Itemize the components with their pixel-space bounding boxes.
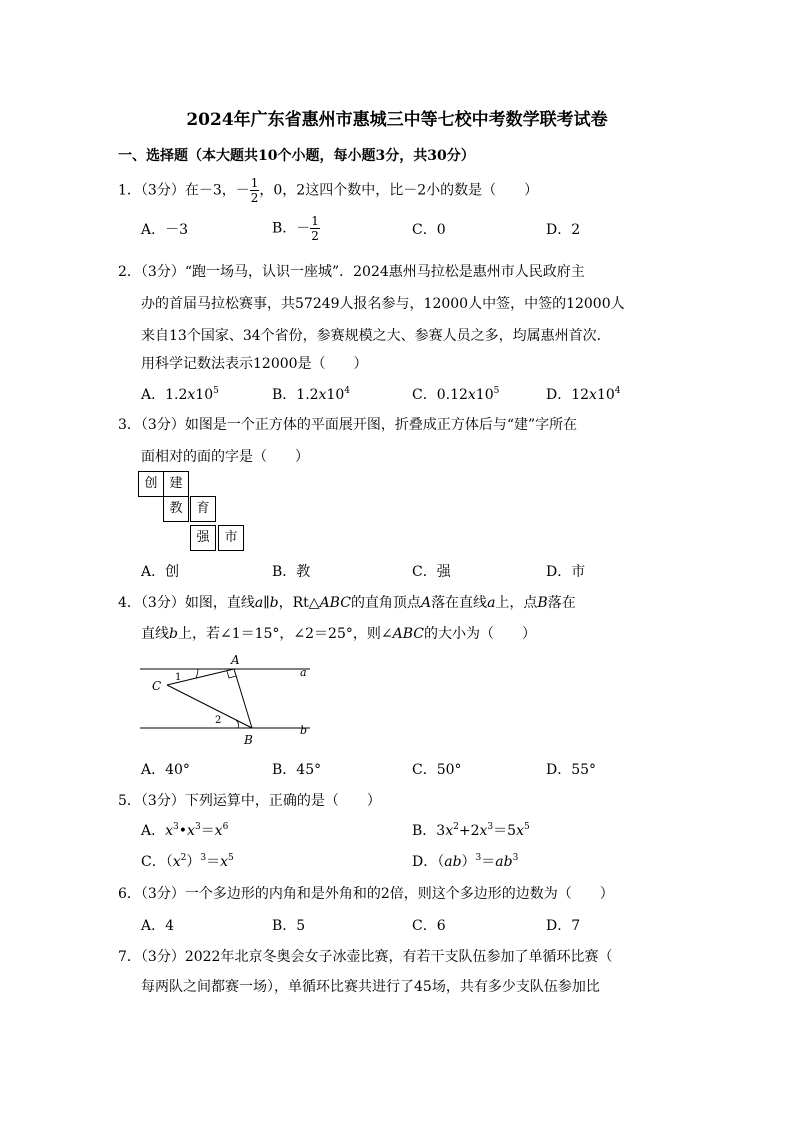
- q3-option-b: B．教: [272, 564, 311, 580]
- q5-option-d: D．$(ab)^3=ab^3$: [412, 853, 519, 870]
- q1-option-c: C．0: [412, 222, 446, 238]
- q2-option-a: A．$1.2x10^5$: [141, 386, 219, 403]
- question-3-line-1: 3．（3分）如图是一个正方体的平面展开图，折叠成正方体后与“建”字所在: [118, 417, 578, 433]
- question-2-line-1: 2．（3分）“跑一场马，认识一座城”．2024惠州马拉松是惠州市人民政府主: [118, 264, 585, 280]
- fraction-half: $\frac{1}{2}$: [250, 176, 259, 205]
- q6-option-a: A．4: [141, 918, 175, 934]
- q6-option-b: B．5: [272, 918, 306, 934]
- question-1-stem: 1．（3分）在－3，－ $\frac{1}{2}$ ，0，2这四个数中，比－2小的数是（ ）: [118, 176, 539, 205]
- q6-option-c: C．6: [412, 918, 446, 934]
- q4-option-c: C．50°: [412, 762, 462, 778]
- angle-1-arc: [196, 669, 198, 678]
- q1-option-d: D．2: [546, 222, 581, 238]
- q5-option-c: C．$(x^2)^3=x^5$: [141, 853, 234, 870]
- section-heading: 一、选择题（本大题共10个小题，每小题3分，共30分）: [118, 148, 475, 164]
- q2-option-d: D．$12x10^4$: [546, 386, 621, 403]
- question-7-line-2: 每两队之间都赛一场），单循环比赛共进行了45场，共有多少支队伍参加比: [141, 979, 600, 995]
- question-2-line-3: 来自13个国家、34个省份，参赛规模之大、参赛人员之多，均属惠州首次.: [141, 328, 602, 344]
- q5-option-b: B．$3x^2+2x^3=5x^5$: [412, 822, 530, 839]
- net-cell-2: 建: [163, 471, 189, 497]
- q4-option-b: B．45°: [272, 762, 322, 778]
- net-cell-3: 教: [163, 496, 189, 522]
- question-6-stem: 6．（3分）一个多边形的内角和是外角和的2倍，则这个多边形的边数为（ ）: [118, 886, 614, 902]
- question-2-line-4: 用科学记数法表示12000是（ ）: [141, 356, 368, 372]
- q1-option-b: B．－ $\frac{1}{2}$: [272, 214, 319, 243]
- question-4-line-1: 4．（3分）如图，直线a∥b，Rt△ABC的直角顶点A落在直线a上，点B落在: [118, 595, 576, 611]
- q3-option-c: C．强: [412, 564, 451, 580]
- segment-ab: [234, 669, 252, 728]
- question-3-line-2: 面相对的面的字是（ ）: [141, 449, 309, 465]
- question-2-line-2: 办的首届马拉松赛事，共57249人报名参与，12000人中签，中签的12000人: [141, 296, 625, 312]
- net-cell-1: 创: [138, 471, 164, 497]
- net-cell-5: 强: [190, 525, 216, 551]
- q2-option-c: C．$0.12x10^5$: [412, 386, 500, 403]
- q4-option-a: A．40°: [141, 762, 190, 778]
- q2-option-b: B．$1.2x10^4$: [272, 386, 351, 403]
- q3-option-a: A．创: [141, 564, 180, 580]
- parallel-lines-triangle-figure: [130, 650, 330, 750]
- q4-option-d: D．55°: [546, 762, 597, 778]
- label-angle-2: 2: [215, 715, 222, 726]
- question-7-line-1: 7．（3分）2022年北京冬奥会女子冰壶比赛，有若干支队伍参加了单循环比赛（: [118, 949, 613, 965]
- label-a-point: A: [231, 653, 240, 667]
- net-cell-6: 市: [218, 525, 244, 551]
- q3-option-d: D．市: [546, 564, 586, 580]
- segment-cb: [167, 685, 252, 728]
- question-5-stem: 5．（3分）下列运算中，正确的是（ ）: [118, 793, 381, 809]
- label-angle-1: 1: [175, 672, 182, 683]
- q6-option-d: D．7: [546, 918, 581, 934]
- q5-option-a: A．$x^3•x^3=x^6$: [141, 822, 229, 839]
- label-c-point: C: [152, 679, 162, 693]
- question-4-line-2: 直线b上，若∠1＝15°，∠2＝25°，则∠ABC的大小为（ ）: [141, 626, 536, 642]
- q1-option-a: A．－3: [141, 222, 189, 238]
- label-b-point: B: [244, 733, 253, 747]
- net-cell-4: 育: [190, 496, 216, 522]
- page-title: 2024年广东省惠州市惠城三中等七校中考数学联考试卷: [186, 110, 608, 130]
- label-line-b: b: [300, 724, 308, 737]
- label-line-a: a: [300, 666, 307, 679]
